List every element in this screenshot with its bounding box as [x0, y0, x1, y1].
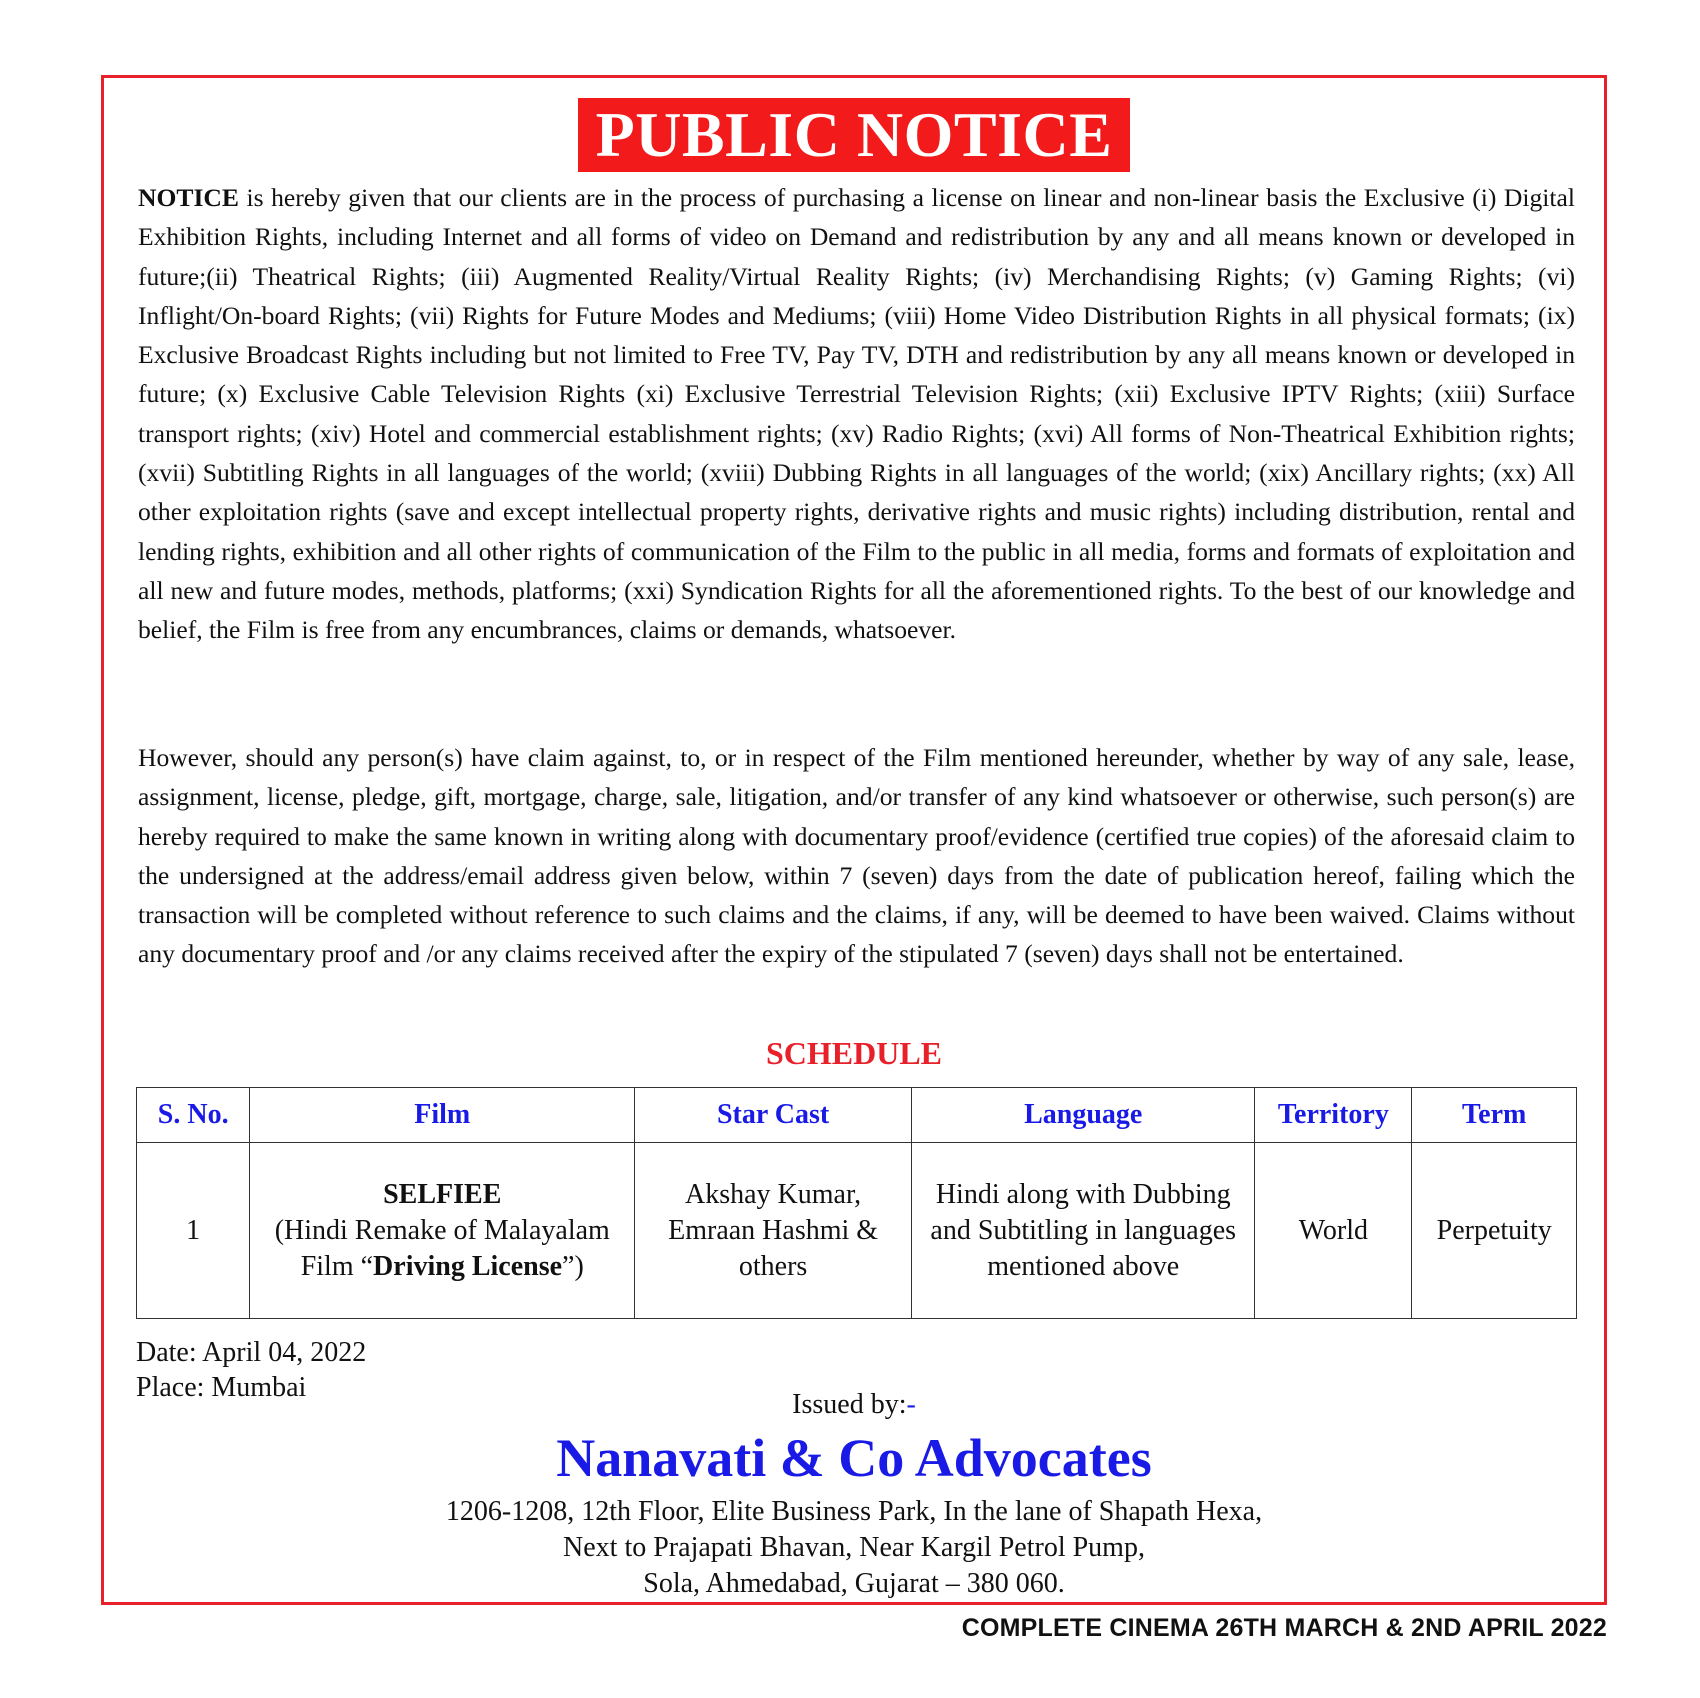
schedule-table [136, 1087, 1577, 1319]
notice-paragraph-1 [138, 178, 1575, 650]
issued-by-dash: - [906, 1389, 916, 1420]
notice-paragraph-1-text: is hereby given that our clients are in the process of purchasing a license on linear and non-linear basis the Exclusive (i) Digital Exhibition Rights, including Internet and all forms of video on Demand and redistribution by any and all means known or developed in future;(ii) Theatrical Rights; (iii) Augmented Reality/Virtual Reality Rights; (iv) Merchandising Rights; (v) Gaming Rights; (vi) Inflight/On-board Rights; (vii) Rights for Future Modes and Mediums; (viii) Home Video Distribution Rights in all physical formats; (ix) Exclusive Broadcast Rights including but not limited to Free TV, Pay TV, DTH and redistribution by any all means known or developed in future; (x) Exclusive Cable Television Rights (xi) Exclusive Terrestrial Television Rights; (xii) Exclusive IPTV Rights; (xiii) Surface transport rights; (xiv) Hotel and commercial establishment rights; (xv) Radio Rights; (xvi) All forms of Non-Theatrical Exhibition rights; (xvii) Subtitling Rights in all languages of the world; (xviii) Dubbing Rights in all languages of the world; (xix) Ancillary rights; (xx) All other exploitation rights (save and except intellectual property rights, derivative rights and music rights) including distribution, rental and lending rights, exhibition and all other rights of communication of the Film to the public in all media, forms and formats of exploitation and all new and future modes, methods, platforms; (xxi) Syndication Rights for all the aforementioned rights. To the best of our knowledge and belief, the Film is free from any encumbrances, claims or demands, whatsoever. [138, 183, 1575, 645]
film-desc-pre: (Hindi Remake of Malayalam Film “ [274, 1214, 610, 1282]
header-language: Language [912, 1088, 1255, 1143]
cell-sno: 1 [137, 1143, 250, 1319]
cell-film [250, 1143, 635, 1319]
schedule-heading: SCHEDULE [765, 1035, 943, 1071]
address-line-1: 1206-1208, 12th Floor, Elite Business Park, In the lane of Shapath Hexa, [445, 1496, 1263, 1527]
firm-address [104, 1494, 1604, 1602]
title-wrap [104, 98, 1604, 172]
place-line: Place: Mumbai [136, 1372, 307, 1403]
table-row [137, 1143, 1577, 1319]
table-header-row [137, 1088, 1577, 1143]
notice-lead: NOTICE [138, 183, 239, 212]
film-desc-post: ”) [562, 1250, 584, 1282]
film-description [256, 1213, 628, 1285]
header-film: Film [250, 1088, 635, 1143]
cell-language: Hindi along with Dubbing and Subtitling in languages mentioned above [912, 1143, 1255, 1319]
header-term: Term [1412, 1088, 1577, 1143]
notice-frame [101, 75, 1607, 1605]
cell-territory: World [1255, 1143, 1412, 1319]
cell-star-cast: Akshay Kumar, Emraan Hashmi & others [635, 1143, 912, 1319]
header-territory: Territory [1255, 1088, 1412, 1143]
header-star-cast: Star Cast [635, 1088, 912, 1143]
film-desc-bold: Driving License [373, 1250, 563, 1282]
page-title: PUBLIC NOTICE [578, 98, 1131, 172]
header-sno: S. No. [137, 1088, 250, 1143]
film-title: SELFIEE [383, 1178, 502, 1210]
publication-footer: COMPLETE CINEMA 26TH MARCH & 2ND APRIL 2022 [961, 1614, 1607, 1642]
issued-by-label: Issued by: [792, 1389, 907, 1420]
notice-paragraph-2: However, should any person(s) have claim against, to, or in respect of the Film mentioned hereunder, whether by way of any sale, lease, assignment, license, pledge, gift, mortgage, charge, sale, litigation, and/or transfer of any kind whatsoever or otherwise, such person(s) are hereby required to make the same known in writing along with documentary proof/evidence (certified true copies) of the aforesaid claim to the undersigned at the address/email address given below, within 7 (seven) days from the date of publication hereof, failing which the transaction will be completed without reference to such claims and the claims, if any, will be deemed to have been waived. Claims without any documentary proof and /or any claims received after the expiry of the stipulated 7 (seven) days shall not be entertained. [138, 743, 1575, 969]
firm-name: Nanavati & Co Advocates [556, 1428, 1152, 1488]
date-line: Date: April 04, 2022 [136, 1337, 367, 1368]
issued-by [104, 1386, 1604, 1424]
address-line-2: Next to Prajapati Bhavan, Near Kargil Petrol Pump, [563, 1532, 1145, 1563]
address-line-3: Sola, Ahmedabad, Gujarat – 380 060. [643, 1568, 1065, 1599]
cell-term: Perpetuity [1412, 1143, 1577, 1319]
